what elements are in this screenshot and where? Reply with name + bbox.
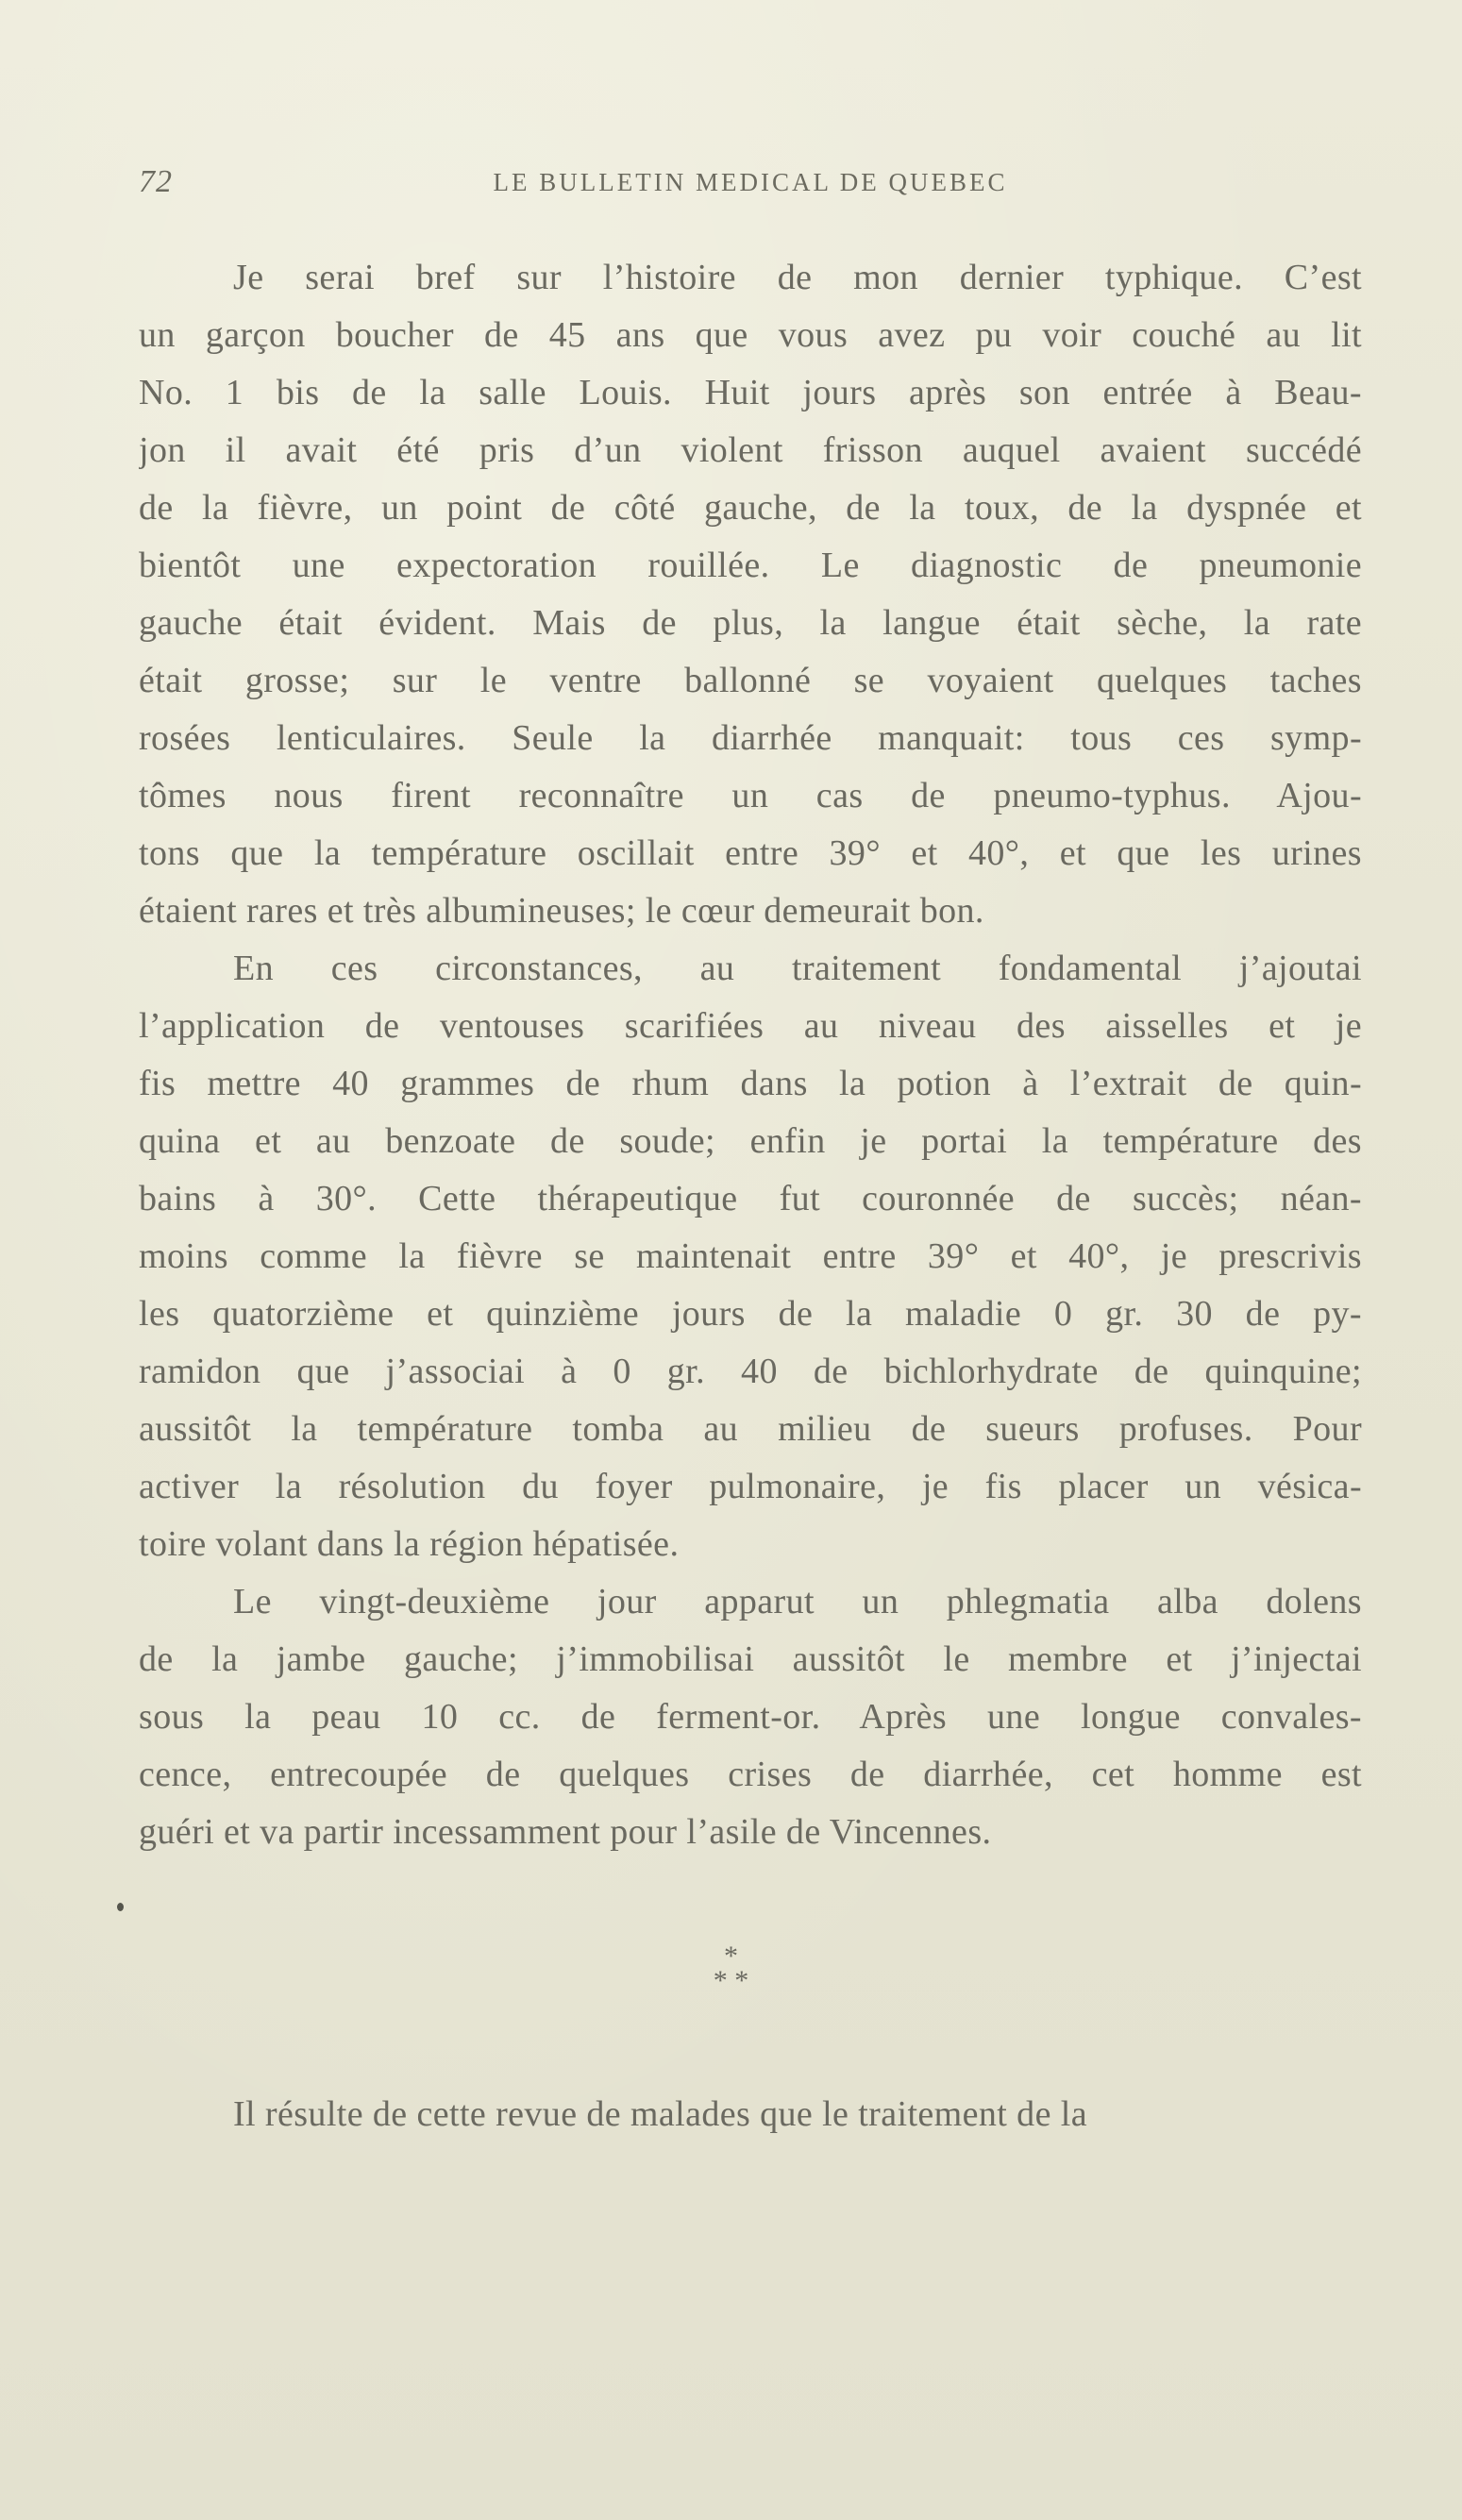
body-text xyxy=(139,249,1362,1861)
text-line: guéri et va partir incessamment pour l’asile de Vincennes. xyxy=(139,1812,992,1852)
text-line: Je serai bref sur l’histoire de mon dernier typhique. C’est xyxy=(233,258,1362,297)
asterism-bottom: * * xyxy=(713,1965,749,1996)
text-line: rosées lenticulaires. Seule la diarrhée manquait: tous ces symp- xyxy=(139,718,1362,758)
text-line: fis mettre 40 grammes de rhum dans la potion à l’extrait de quin- xyxy=(139,1064,1362,1103)
text-line: bains à 30°. Cette thérapeutique fut couronnée de succès; néan- xyxy=(139,1179,1362,1218)
text-line: gauche était évident. Mais de plus, la langue était sèche, la rate xyxy=(139,603,1362,643)
text-line: tômes nous firent reconnaître un cas de pneumo-typhus. Ajou- xyxy=(139,776,1362,815)
text-line: toire volant dans la région hépatisée. xyxy=(139,1524,680,1564)
text-line: cence, entrecoupée de quelques crises de diarrhée, cet homme est xyxy=(139,1755,1362,1794)
text-line: de la jambe gauche; j’immobilisai aussitôt le membre et j’injectai xyxy=(139,1639,1362,1679)
page-number: 72 xyxy=(139,164,173,199)
text-line: En ces circonstances, au traitement fondamental j’ajoutai xyxy=(233,949,1362,988)
journal-title: LE BULLETIN MEDICAL DE QUEBEC xyxy=(493,168,1008,196)
text-line: l’application de ventouses scarifiées au niveau des aisselles et je xyxy=(139,1006,1362,1046)
paragraph-1 xyxy=(139,249,1362,940)
text-line: quina et au benzoate de soude; enfin je portai la température des xyxy=(139,1121,1362,1161)
text-line: aussitôt la température tomba au milieu de sueurs profuses. Pour xyxy=(139,1409,1362,1449)
text-line: sous la peau 10 cc. de ferment-or. Après une longue convales- xyxy=(139,1697,1362,1737)
text-line: Il résulte de cette revue de malades que le traitement de la xyxy=(233,2094,1087,2134)
text-line: bientôt une expectoration rouillée. Le diagnostic de pneumonie xyxy=(139,546,1362,585)
text-line: ramidon que j’associai à 0 gr. 40 de bichlorhydrate de quinquine; xyxy=(139,1352,1362,1391)
text-line: les quatorzième et quinzième jours de la maladie 0 gr. 30 de py- xyxy=(139,1294,1362,1334)
running-head xyxy=(139,164,1362,202)
paragraph-2 xyxy=(139,940,1362,1573)
text-line: No. 1 bis de la salle Louis. Huit jours après son entrée à Beau- xyxy=(139,373,1362,412)
paragraph-3 xyxy=(139,1573,1362,1861)
text-line: moins comme la fièvre se maintenait entre 39° et 40°, je prescrivis xyxy=(139,1236,1362,1276)
ink-speck xyxy=(117,1903,124,1911)
text-line: tons que la température oscillait entre 39° et 40°, et que les urines xyxy=(139,833,1362,873)
text-line: jon il avait été pris d’un violent frisson auquel avaient succédé xyxy=(139,430,1362,470)
text-line: étaient rares et très albumineuses; le cœur demeurait bon. xyxy=(139,891,984,931)
text-line: Le vingt-deuxième jour apparut un phlegmatia alba dolens xyxy=(233,1582,1362,1621)
text-line: était grosse; sur le ventre ballonné se voyaient quelques taches xyxy=(139,661,1362,700)
asterism-top: * xyxy=(724,1940,738,1972)
text-line: activer la résolution du foyer pulmonaire, je fis placer un vésica- xyxy=(139,1467,1362,1506)
text-line: de la fièvre, un point de côté gauche, de la toux, de la dyspnée et xyxy=(139,488,1362,528)
asterism-separator xyxy=(0,1940,1462,1996)
text-line: un garçon boucher de 45 ans que vous avez pu voir couché au lit xyxy=(139,315,1362,355)
closing-paragraph xyxy=(139,2086,1362,2143)
